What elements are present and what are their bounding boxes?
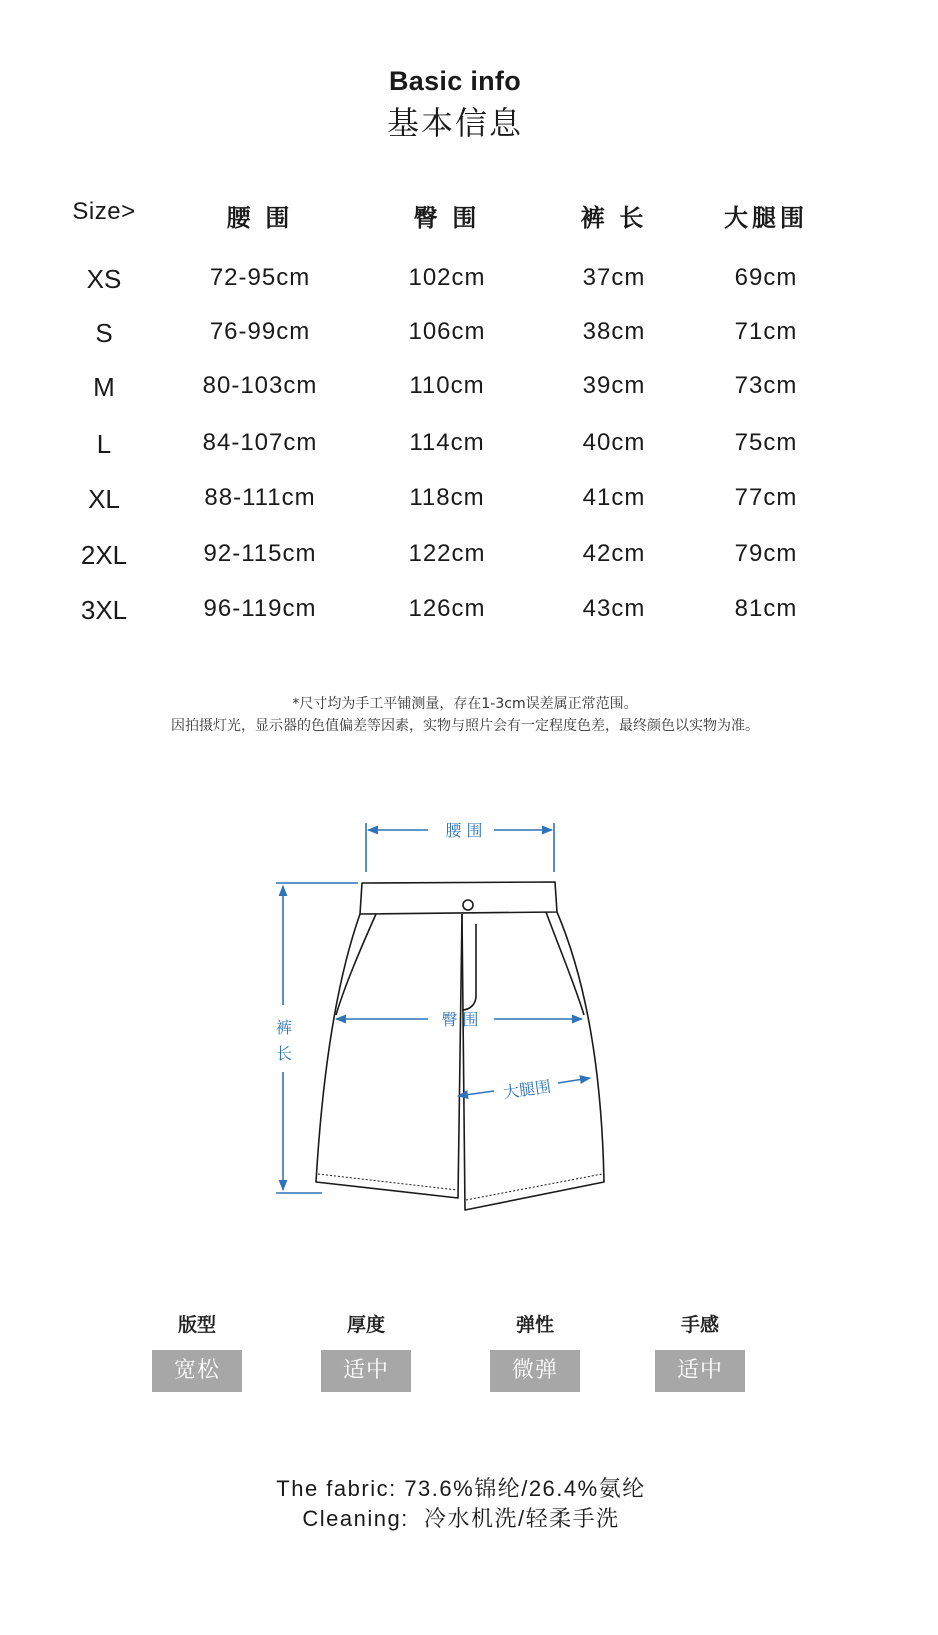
waistband [360, 882, 557, 914]
attribute-label: 手感 [680, 1314, 719, 1336]
length-measure-label-2: 长 [275, 1044, 293, 1063]
size-cell: S [95, 318, 113, 348]
waist-cell: 72-95cm [209, 264, 311, 291]
length-cell: 41cm [582, 484, 646, 511]
hip-measure-label: 臀 围 [441, 1010, 479, 1029]
length-cell: 38cm [582, 318, 646, 345]
column-header-waist: 腰 围 [226, 205, 294, 232]
table-header-row [0, 198, 910, 232]
hip-cell: 114cm [409, 429, 485, 456]
color-note: 因拍摄灯光，显示器的色值偏差等因素，实物与照片会有一定程度色差，最终颜色以实物为准。 [171, 718, 759, 734]
attribute-elasticity [490, 1310, 580, 1392]
right-leg [462, 912, 604, 1210]
shorts-outline [316, 882, 604, 1210]
column-header-length: 裤 长 [580, 205, 648, 232]
hip-cell: 110cm [409, 372, 485, 399]
waist-cell: 80-103cm [202, 372, 318, 399]
waist-cell: 88-111cm [204, 484, 316, 511]
table-row [0, 372, 910, 406]
waist-cell: 84-107cm [202, 429, 318, 456]
waist-cell: 92-115cm [203, 540, 317, 567]
hip-cell: 118cm [409, 484, 485, 511]
attribute-label: 厚度 [346, 1314, 385, 1336]
attribute-value: 微弹 [490, 1350, 580, 1392]
right-pocket [546, 912, 584, 1015]
fabric-composition: The fabric: 73.6%锦纶/26.4%氨纶 [276, 1476, 646, 1501]
hip-cell: 122cm [408, 540, 486, 567]
hip-cell: 106cm [408, 318, 486, 345]
waist-measure-label: 腰 围 [445, 821, 483, 840]
thigh-cell: 71cm [734, 318, 798, 345]
cleaning-instructions: Cleaning: 冷水机洗/轻柔手洗 [302, 1506, 620, 1531]
measurement-lines [276, 823, 590, 1193]
table-row [0, 540, 910, 574]
length-cell: 42cm [582, 540, 646, 567]
button [463, 900, 473, 910]
table-row [0, 318, 910, 352]
thigh-cell: 69cm [734, 264, 798, 291]
thigh-cell: 73cm [734, 372, 798, 399]
fly [462, 924, 476, 1010]
attribute-value: 适中 [321, 1350, 411, 1392]
table-row [0, 595, 910, 629]
attribute-value: 适中 [655, 1350, 745, 1392]
table-row [0, 264, 910, 298]
length-measure-label-1: 裤 [275, 1018, 293, 1037]
attribute-hand-feel [655, 1310, 745, 1392]
measurement-labels [276, 821, 552, 1102]
thigh-cell: 77cm [734, 484, 798, 511]
thigh-cell: 75cm [734, 429, 798, 456]
size-column-header: Size> [72, 198, 136, 225]
length-cell: 40cm [582, 429, 646, 456]
left-leg [316, 914, 462, 1198]
shorts-measurement-diagram [240, 800, 640, 1240]
length-cell: 43cm [582, 595, 646, 622]
column-header-thigh: 大腿围 [724, 205, 808, 232]
thigh-measure-label: 大腿围 [501, 1076, 553, 1103]
table-row [0, 484, 910, 518]
size-cell: XS [86, 264, 122, 294]
table-row [0, 429, 910, 463]
hip-cell: 102cm [408, 264, 486, 291]
measurement-note: *尺寸均为手工平铺测量，存在1-3cm误差属正常范围。 [292, 696, 638, 712]
length-cell: 37cm [582, 264, 646, 291]
hip-cell: 126cm [408, 595, 486, 622]
title-en: Basic info [388, 66, 522, 96]
size-cell: 2XL [80, 540, 128, 570]
left-pocket [336, 914, 376, 1015]
size-cell: XL [88, 484, 120, 514]
attribute-fit [152, 1310, 242, 1392]
size-cell: 3XL [80, 595, 128, 625]
waist-cell: 96-119cm [203, 595, 317, 622]
column-header-hip: 臀 围 [413, 205, 481, 232]
size-cell: M [93, 372, 115, 402]
thigh-cell: 79cm [734, 540, 798, 567]
length-cell: 39cm [582, 372, 646, 399]
attribute-value: 宽松 [152, 1350, 242, 1392]
thigh-cell: 81cm [734, 595, 798, 622]
waist-cell: 76-99cm [209, 318, 311, 345]
size-cell: L [96, 429, 112, 459]
title-zh: 基本信息 [386, 104, 523, 142]
attribute-label: 弹性 [515, 1314, 554, 1336]
attribute-label: 版型 [177, 1314, 216, 1336]
attribute-thickness [321, 1310, 411, 1392]
